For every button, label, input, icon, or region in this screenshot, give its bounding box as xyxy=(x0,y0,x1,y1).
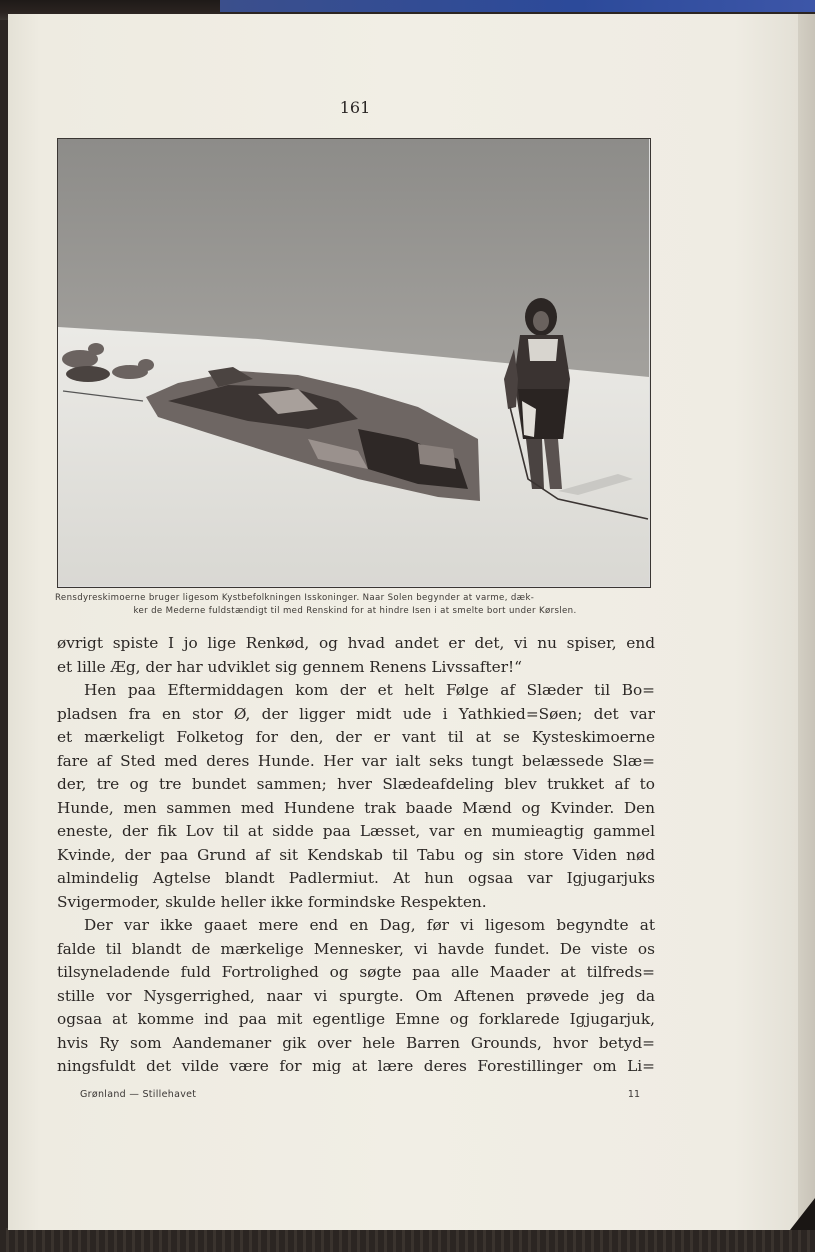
caption-line-2: ker de Mederne fuldstændigt til med Renskind for at hindre Isen i at smelte bort under Kørslen. xyxy=(133,606,577,616)
text-line: stille vor Nysgerrighed, naar vi spurgte. Om Aftenen prøvede jeg da xyxy=(57,986,655,1005)
text-line: almindelig Agtelse blandt Padlermiut. At hun ogsaa var Igjugarjuks xyxy=(57,869,655,887)
text-line: et lille Æg, der har udviklet sig gennem Renens Livssafter!“ xyxy=(57,657,523,676)
page-number: 161 xyxy=(339,98,371,117)
text-line: der, tre og tre bundet sammen; hver Slædeafdeling blev trukket af to xyxy=(57,775,655,793)
sled-photo-illustration xyxy=(58,139,649,586)
text-line: Svigermoder, skulde heller ikke formindske Respekten. xyxy=(57,892,487,911)
text-line: ogsaa at komme ind paa mit egentlige Emne og forklarede Igjugarjuk, xyxy=(57,1010,655,1028)
text-line: Kvinde, der paa Grund af sit Kendskab til Tabu og sin store Viden nød xyxy=(57,845,655,864)
sled-photo xyxy=(57,138,651,588)
page-corner xyxy=(790,1198,815,1230)
text-line: Hunde, men sammen med Hundene trak baade Mænd og Kvinder. Den xyxy=(57,798,655,817)
text-line: ningsfuldt det vilde være for mig at lære deres Forestillinger om Li= xyxy=(57,1057,655,1075)
photo-caption xyxy=(55,592,655,618)
text-line: øvrigt spiste I jo lige Renkød, og hvad andet er det, vi nu spiser, end xyxy=(57,634,655,652)
text-line: hvis Ry som Aandemaner gik over hele Barren Grounds, hvor betyd= xyxy=(57,1033,655,1052)
text-line: et mærkeligt Folketog for den, der er vant til at se Kysteskimoerne xyxy=(57,728,655,746)
text-line: fare af Sted med deres Hunde. Her var ialt seks tungt belæssede Slæ= xyxy=(57,751,655,770)
footer-signature: Grønland — Stillehavet xyxy=(80,1089,197,1100)
text-line: Hen paa Eftermiddagen kom der et helt Følge af Slæder til Bo= xyxy=(84,681,655,699)
text-line: eneste, der fik Lov til at sidde paa Læsset, var en mumieagtig gammel xyxy=(57,822,655,840)
book-cover-edge xyxy=(220,0,815,12)
caption-line-1: Rensdyreskimoerne bruger ligesom Kystbefolkningen Isskoninger. Naar Solen begynder at varme, dæk- xyxy=(55,593,535,603)
footer-sheet-number: 11 xyxy=(627,1089,640,1100)
book-bottom-edge xyxy=(0,1228,815,1252)
text-line: tilsyneladende fuld Fortrolighed og søgte paa alle Maader at tilfreds= xyxy=(57,963,655,981)
text-line: falde til blandt de mærkelige Mennesker, vi havde fundet. De viste os xyxy=(57,939,655,958)
body-text xyxy=(57,632,655,1079)
text-line: pladsen fra en stor Ø, der ligger midt ude i Yathkied=Søen; det var xyxy=(57,704,655,723)
text-line: Der var ikke gaaet mere end en Dag, før vi ligesom begyndte at xyxy=(84,916,655,934)
